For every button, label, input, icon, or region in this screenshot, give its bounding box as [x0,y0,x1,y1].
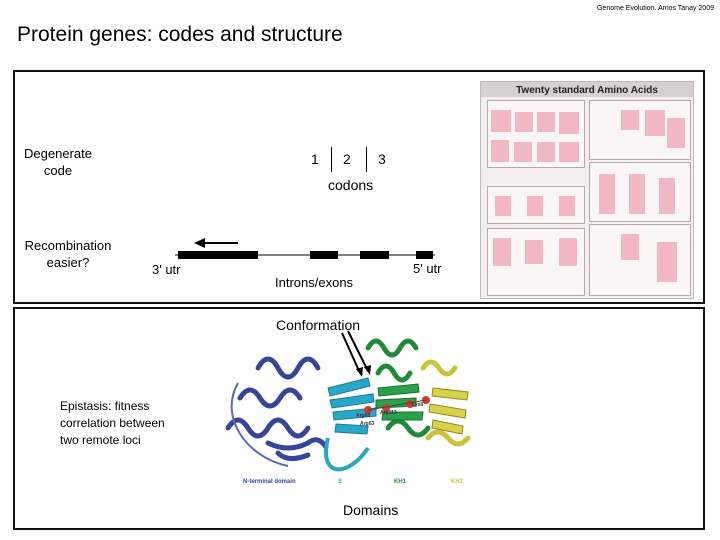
aa-structure [657,242,677,282]
introns-exons-label: Introns/exons [275,275,354,290]
aa-structure [515,112,533,132]
slide-title: Protein genes: codes and structure [17,23,343,46]
residue-label-3: Arg63 [360,421,375,427]
codon-3: 3 [378,151,386,167]
residue-label-1: Arg68 [356,413,371,419]
utr5-label: 5' utr [413,261,442,276]
domains-label: Domains [343,502,399,518]
s-domain-label: S [338,479,343,485]
exon-2 [310,251,338,259]
aa-structure [559,196,575,216]
kh2-sheet [429,388,468,434]
exon-1 [178,251,258,259]
amino-acids-figure [480,81,694,299]
aa-structure [559,238,577,266]
arrowhead [194,238,205,248]
aa-structure [599,174,615,214]
residue-label-4: Lys8 [412,402,424,408]
aa-figure-title: Twenty standard Amino Acids [516,85,658,96]
aa-structure [559,142,579,162]
residue-label-2: Arg113 [380,410,397,416]
codon-box [303,139,403,172]
kh1-domain-label: KH1 [394,479,407,485]
kh2-domain-label: KH2 [451,479,464,485]
codons-label: codons [328,177,374,193]
epistasis-label [60,381,165,449]
aa-structure [514,142,532,162]
recombination-label: Recombination easier? [24,238,112,270]
aa-structure [621,110,639,130]
codon-1: 1 [311,151,319,167]
aa-structure [537,142,555,162]
epistasis-text: Epistasis: fitness correlation between two remote loci [60,399,165,447]
aa-structure [621,234,639,260]
n-terminal-domain [228,359,326,459]
codon-divider-2 [366,147,367,172]
credit-line: Genome Evolution. Amos Tanay 2009 [596,5,714,12]
aa-structure [491,110,511,132]
aa-structure [629,174,645,214]
aa-structure [667,118,685,148]
aa-structure [527,196,543,216]
n-terminal-domain-label: N-terminal domain [243,479,296,485]
exon-4 [416,251,433,259]
degenerate-code-label: Degenerate code [24,146,92,178]
aa-structure [559,112,579,134]
gene-model-diagram [150,230,450,270]
utr3-label: 3' utr [152,262,181,277]
aa-structure [491,140,509,162]
s-domain-loop [326,438,368,469]
codon-divider-1 [331,147,332,172]
conformation-arrows [330,325,380,385]
aa-structure [659,178,675,214]
exon-3 [360,251,389,259]
aa-structure [495,196,511,216]
codon-2: 2 [343,151,351,167]
aa-structure [525,240,543,264]
aa-structure [645,110,665,136]
aa-structure [537,112,555,132]
conformation-label: Conformation [276,317,361,333]
aa-structure [493,238,511,266]
